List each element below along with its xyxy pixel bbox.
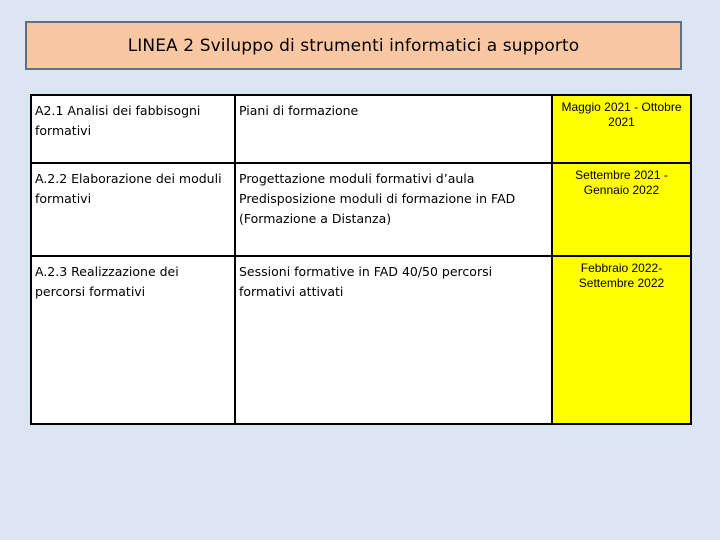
page-title: LINEA 2 Sviluppo di strumenti informatici a supporto bbox=[127, 35, 580, 56]
activity-cell: A.2.3 Realizzazione dei percorsi formativi bbox=[31, 256, 235, 424]
table-row bbox=[31, 95, 691, 163]
period-cell: Febbraio 2022- Settembre 2022 bbox=[552, 256, 691, 424]
description-cell: Progettazione moduli formativi d’aula Predisposizione moduli di formazione in FAD (Formazione a Distanza) bbox=[235, 163, 552, 256]
activity-cell: A2.1 Analisi dei fabbisogni formativi bbox=[31, 95, 235, 163]
description-cell: Piani di formazione bbox=[235, 95, 552, 163]
activity-cell: A.2.2 Elaborazione dei moduli formativi bbox=[31, 163, 235, 256]
table-row bbox=[31, 256, 691, 424]
table-row bbox=[31, 163, 691, 256]
period-cell: Settembre 2021 - Gennaio 2022 bbox=[552, 163, 691, 256]
description-cell: Sessioni formative in FAD 40/50 percorsi formativi attivati bbox=[235, 256, 552, 424]
activity-table bbox=[30, 94, 692, 425]
period-cell: Maggio 2021 - Ottobre 2021 bbox=[552, 95, 691, 163]
title-banner bbox=[25, 21, 682, 70]
